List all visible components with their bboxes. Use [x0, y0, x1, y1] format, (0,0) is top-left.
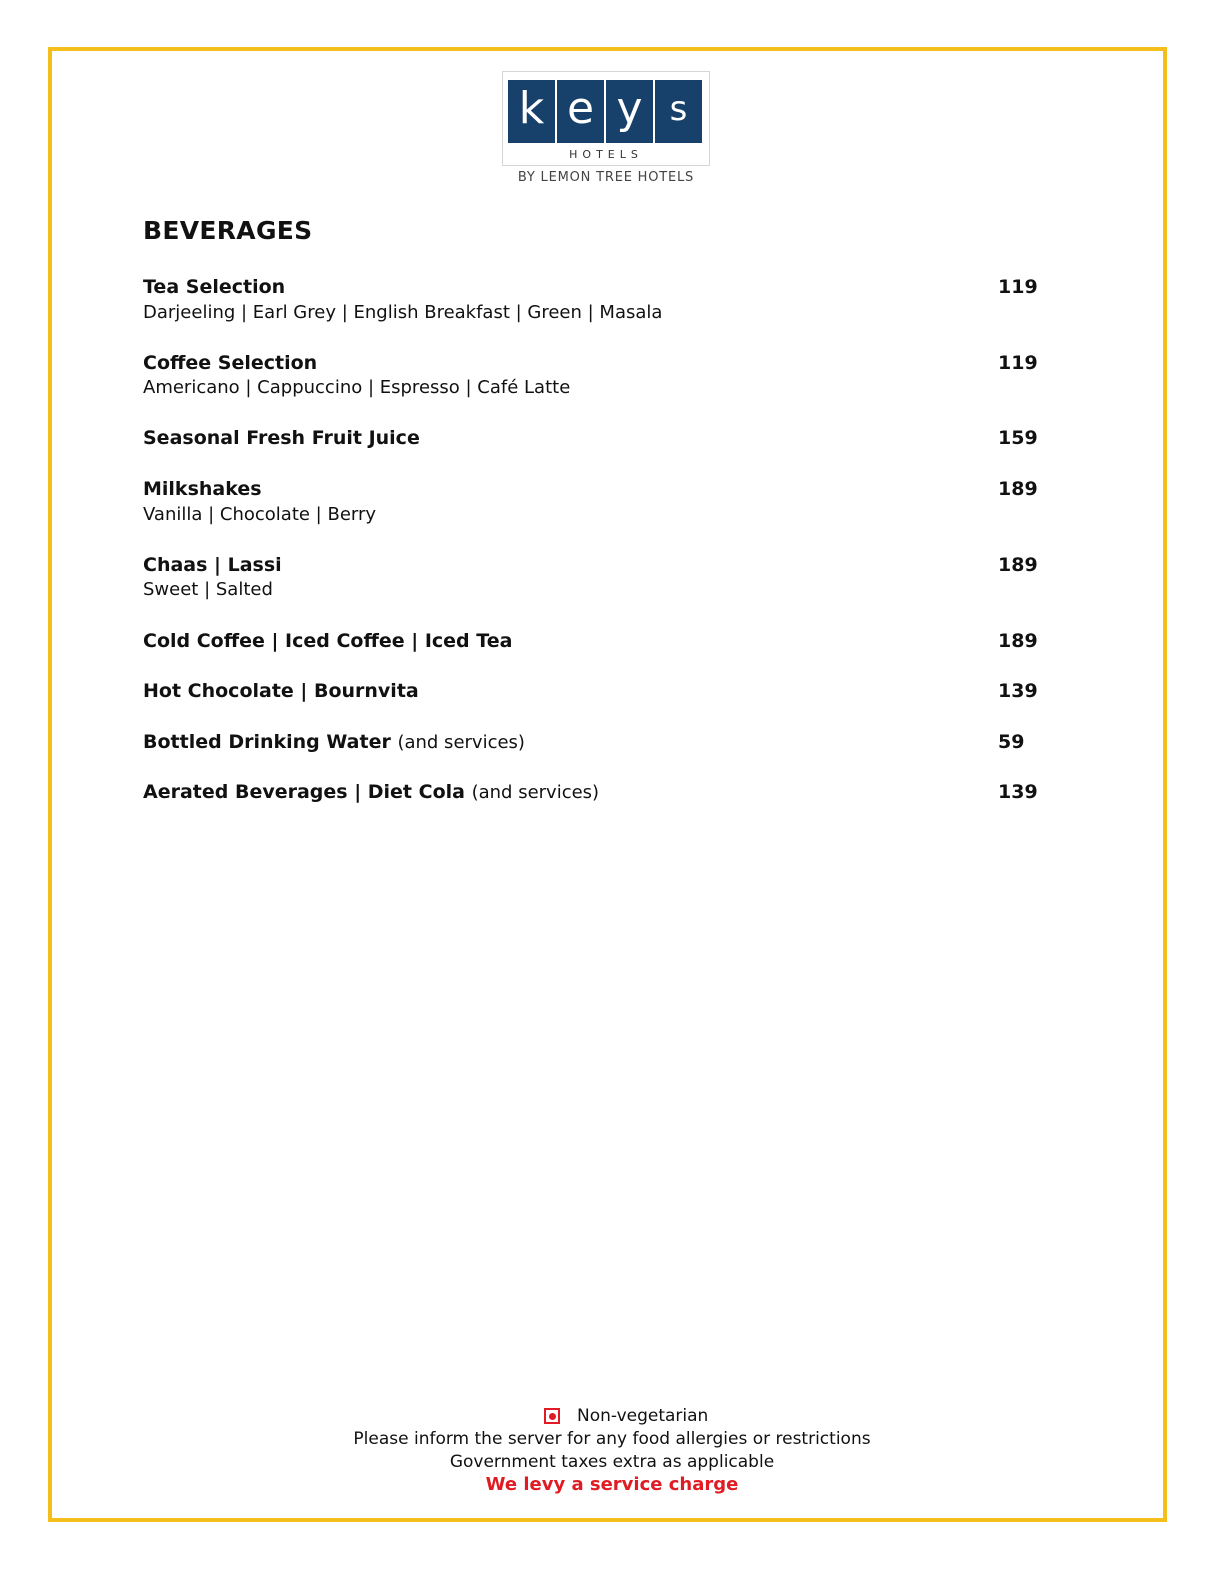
menu-item-name: Hot Chocolate | Bournvita: [143, 680, 419, 702]
menu-item-price: 139: [998, 680, 1038, 702]
keys-hotels-logo: [502, 71, 710, 166]
menu-item-name: [143, 780, 599, 805]
allergy-note: Please inform the server for any food allergies or restrictions: [353, 1429, 871, 1449]
menu-item-name: [143, 730, 525, 755]
menu-item-name: Milkshakes: [143, 478, 262, 500]
menu-item-name: Tea Selection: [143, 276, 286, 298]
menu-item-title: Aerated Beverages | Diet Cola: [143, 781, 465, 803]
logo-letter-e: e: [557, 80, 604, 143]
tax-note: Government taxes extra as applicable: [449, 1452, 775, 1472]
dietary-legend: [544, 1406, 708, 1426]
menu-item-note: (and services): [397, 732, 525, 753]
logo-letter-k: k: [508, 80, 555, 143]
service-charge-note: We levy a service charge: [485, 1474, 739, 1495]
menu-item-description: Sweet | Salted: [143, 579, 273, 600]
logo-letter-y: y: [606, 80, 653, 143]
logo-letter-s: s: [655, 80, 702, 143]
menu-item-price: 119: [998, 276, 1038, 298]
menu-item-description: Darjeeling | Earl Grey | English Breakfast | Green | Masala: [143, 302, 663, 323]
menu-item-description: Americano | Cappuccino | Espresso | Café Latte: [143, 377, 571, 398]
menu-item-price: 189: [998, 478, 1038, 500]
logo-letter-tiles: [508, 80, 702, 143]
menu-item-name: Coffee Selection: [143, 352, 318, 374]
menu-item-price: 119: [998, 352, 1038, 374]
menu-item-price: 59: [998, 731, 1025, 753]
legend-label: Non-vegetarian: [577, 1406, 709, 1426]
logo-subtitle: HOTELS: [569, 148, 643, 161]
menu-item-price: 189: [998, 630, 1038, 652]
menu-item-note: (and services): [471, 782, 600, 803]
menu-item-price: 159: [998, 427, 1038, 449]
logo-byline: BY LEMON TREE HOTELS: [517, 170, 695, 185]
non-veg-symbol-icon: [544, 1408, 560, 1424]
menu-item-name: Chaas | Lassi: [143, 554, 282, 576]
menu-item-name: Cold Coffee | Iced Coffee | Iced Tea: [143, 630, 513, 652]
menu-item-price: 189: [998, 554, 1038, 576]
section-heading: BEVERAGES: [143, 216, 313, 245]
menu-item-title: Bottled Drinking Water: [143, 731, 391, 753]
menu-item-description: Vanilla | Chocolate | Berry: [143, 504, 377, 525]
menu-item-name: Seasonal Fresh Fruit Juice: [143, 427, 420, 449]
menu-item-price: 139: [998, 781, 1038, 803]
